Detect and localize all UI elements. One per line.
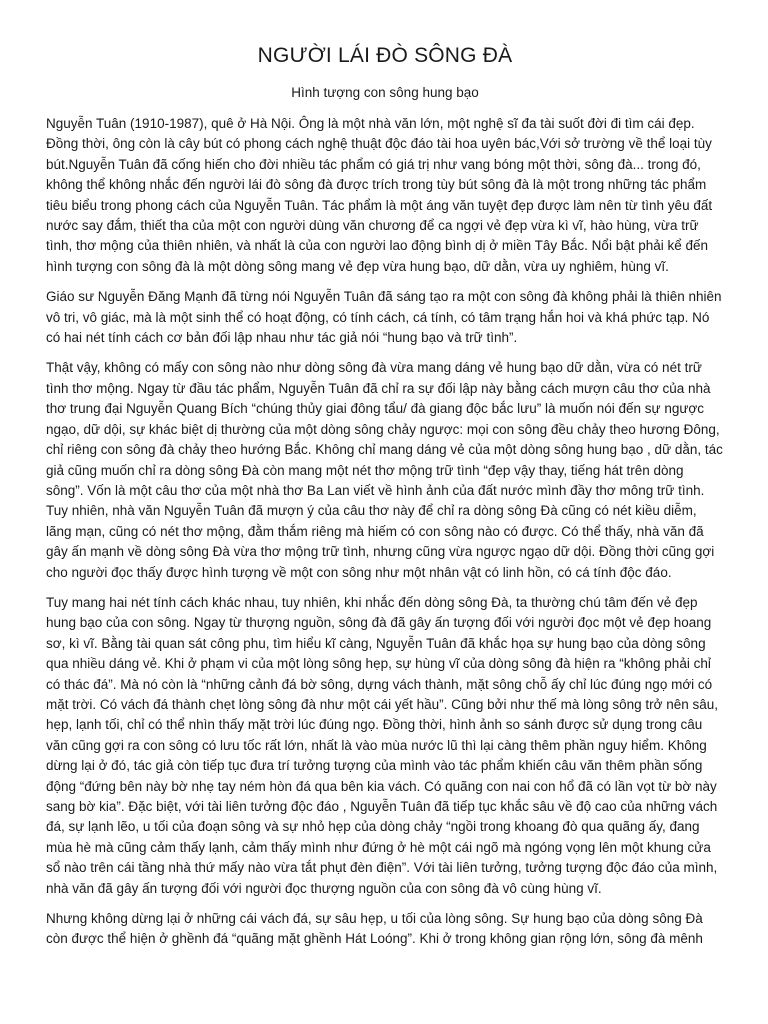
document-subtitle: Hình tượng con sông hung bạo: [291, 85, 479, 100]
paragraph-3: Thật vậy, không có mấy con sông nào như dòng sông đà vừa mang dáng vẻ hung bạo dữ dằn, vừa có nét trữ tình thơ mộng. Ngay từ đầu tác phẩm, Nguyễn Tuân đã chỉ ra sự đối lập này bằng cách mượn câu thơ của nhà thơ trung đại Nguyễn Quang Bích “chúng thủy giai đông tẩu/ đà giang độc bắc lưu” là muốn nói đến sự ngược ngạo, dữ dội, sự khác biệt dị thường của một dòng sông chảy ngược: mọi con sông đều chảy theo hương Đông, chỉ riêng con sông đà chảy theo hướng Bắc. Không chỉ mang dáng vẻ của một dòng sông hung bạo , dữ dằn, tác giả cũng muốn chỉ ra dòng sông Đà còn mang một nét thơ mộng trữ tình “đẹp vậy thay, tiếng hát trên dòng sông”. Vốn là một câu thơ của một nhà thơ Ba Lan viết về hình ảnh của đất nước mình đầy thơ mông trữ tình. Tuy nhiên, nhà văn Nguyễn Tuân đã mượn ý của câu thơ này để chỉ ra dòng sông Đà cũng có nét kiều diễm, lãng mạn, cũng có nét thơ mộng, đằm thắm riêng mà hiếm có con sông nào có được. Có thể thấy, nhà văn đã gây ấn mạnh về dòng sông Đà vừa thơ mộng trữ tình, nhưng cũng vừa ngược ngạo dữ dội. Đồng thời cũng gợi cho người đọc thấy được hình tượng về một con sông như một nhân vật có linh hồn, có cá tính độc đáo.: [46, 360, 723, 580]
paragraph-4: Tuy mang hai nét tính cách khác nhau, tuy nhiên, khi nhắc đến dòng sông Đà, ta thường chú tâm đến vẻ đẹp hung bạo của con sông. Ngay từ thượng nguồn, sông đà đã gây ấn tượng đối với người đọc một vẻ đẹp hoang sơ, kì vĩ. Bằng tài quan sát công phu, tìm hiểu kĩ càng, Nguyễn Tuân đã khắc họa sự hung bạo của dòng sông qua nhiều dáng vẻ. Khi ở phạm vi của một lòng sông hẹp, sự hùng vĩ của dòng sông đà hiện ra “không phải chỉ có thác đá”. Mà nó còn là “những cảnh đá bờ sông, dựng vách thành, mặt sông chỗ ấy chỉ lúc đúng ngọ mới có mặt trời. Có vách đá thành chẹt lòng sông đà như một cái yết hầu”. Cũng bởi như thế mà lòng sông trở nên sâu, hẹp, lạnh tối, chỉ có thể nhìn thấy mặt trời lúc đúng ngọ. Đồng thời, hình ảnh so sánh được sử dụng trong câu văn cũng gợi ra con sông có lưu tốc rất lớn, nhất là vào mùa nước lũ thì lại càng thêm phần nguy hiểm. Không dừng lại ở đó, tác giả còn tiếp tục đưa trí tưởng tượng của mình vào tác phẩm khiến câu văn thêm phần sống động “đứng bên này bờ nhẹ tay ném hòn đá qua bên kia vách. Có quãng con nai con hổ đã có lần vọt từ bờ này sang bờ kia”. Đặc biệt, với tài liên tưởng độc đáo , Nguyễn Tuân đã tiếp tục khắc sâu về độ cao của những vách đá, sự lạnh lẽo, u tối của đoạn sông và sự nhỏ hẹp của dòng chảy “ngồi trong khoang đò qua quãng ấy, đang mùa hè mà cũng cảm thấy lạnh, cảm thấy mình như đứng ở hè một cái ngõ mà ngóng vọng lên một khung cửa sổ nào trên cái tầng nhà thứ mấy nào vừa tắt phụt đèn điện”. Với tài liên tưởng, tưởng tượng độc đáo của mình, nhà văn đã gây ấn tượng đối với người đọc thượng nguồn của con sông đà vô cùng hùng vĩ.: [46, 594, 719, 896]
paragraph-1: Nguyễn Tuân (1910-1987), quê ở Hà Nội. Ông là một nhà văn lớn, một nghệ sĩ đa tài suốt đời đi tìm cái đẹp. Đồng thời, ông còn là cây bút có phong cách nghệ thuật độc đáo tài hoa uyên bác,Với sở trường về thể loại tùy bút.Nguyễn Tuân đã cống hiến cho đời nhiều tác phẩm có giá trị như vang bóng một thời, sông đà... trong đó, không thể không nhắc đến người lái đò sông đà được trích trong tùy bút sông đà là một trong những tác phẩm tiêu biểu trong phong cách của Nguyễn Tuân. Tác phẩm là một áng văn tuyệt đẹp được làm nên từ tình yêu đất nước say đắm, thiết tha của một con người dùng văn chương để ca ngợi vẻ đẹp vừa kì vĩ, hào hùng, vừa trữ tình, thơ mộng của thiên nhiên, và nhất là của con người lao động bình dị ở miền Tây Bắc. Nổi bật phải kể đến hình tượng con sông đà là một dòng sông mang vẻ đẹp vừa hung bạo, dữ dằn, vừa uy nghiêm, hùng vĩ.: [46, 116, 713, 274]
paragraph-5: Nhưng không dừng lại ở những cái vách đá, sự sâu hẹp, u tối của lòng sông. Sự hung bạo của dòng sông Đà còn được thể hiện ở ghềnh đá “quãng mặt ghềnh Hát Loóng”. Khi ở trong không gian rộng lớn, sông đà mênh: [46, 911, 703, 947]
document-title: NGƯỜI LÁI ĐÒ SÔNG ĐÀ: [257, 44, 513, 67]
paragraph-2: Giáo sư Nguyễn Đăng Mạnh đã từng nói Nguyễn Tuân đã sáng tạo ra một con sông đà không phải là thiên nhiên vô tri, vô giác, mà là một sinh thể có hoạt động, có tính cách, cá tính, có tâm trạng hắn hoi và khá phức tạp. Nó có hai nét tính cách cơ bản đối lập nhau như tác giả nói “hung bạo và trữ tình”.: [46, 289, 722, 346]
